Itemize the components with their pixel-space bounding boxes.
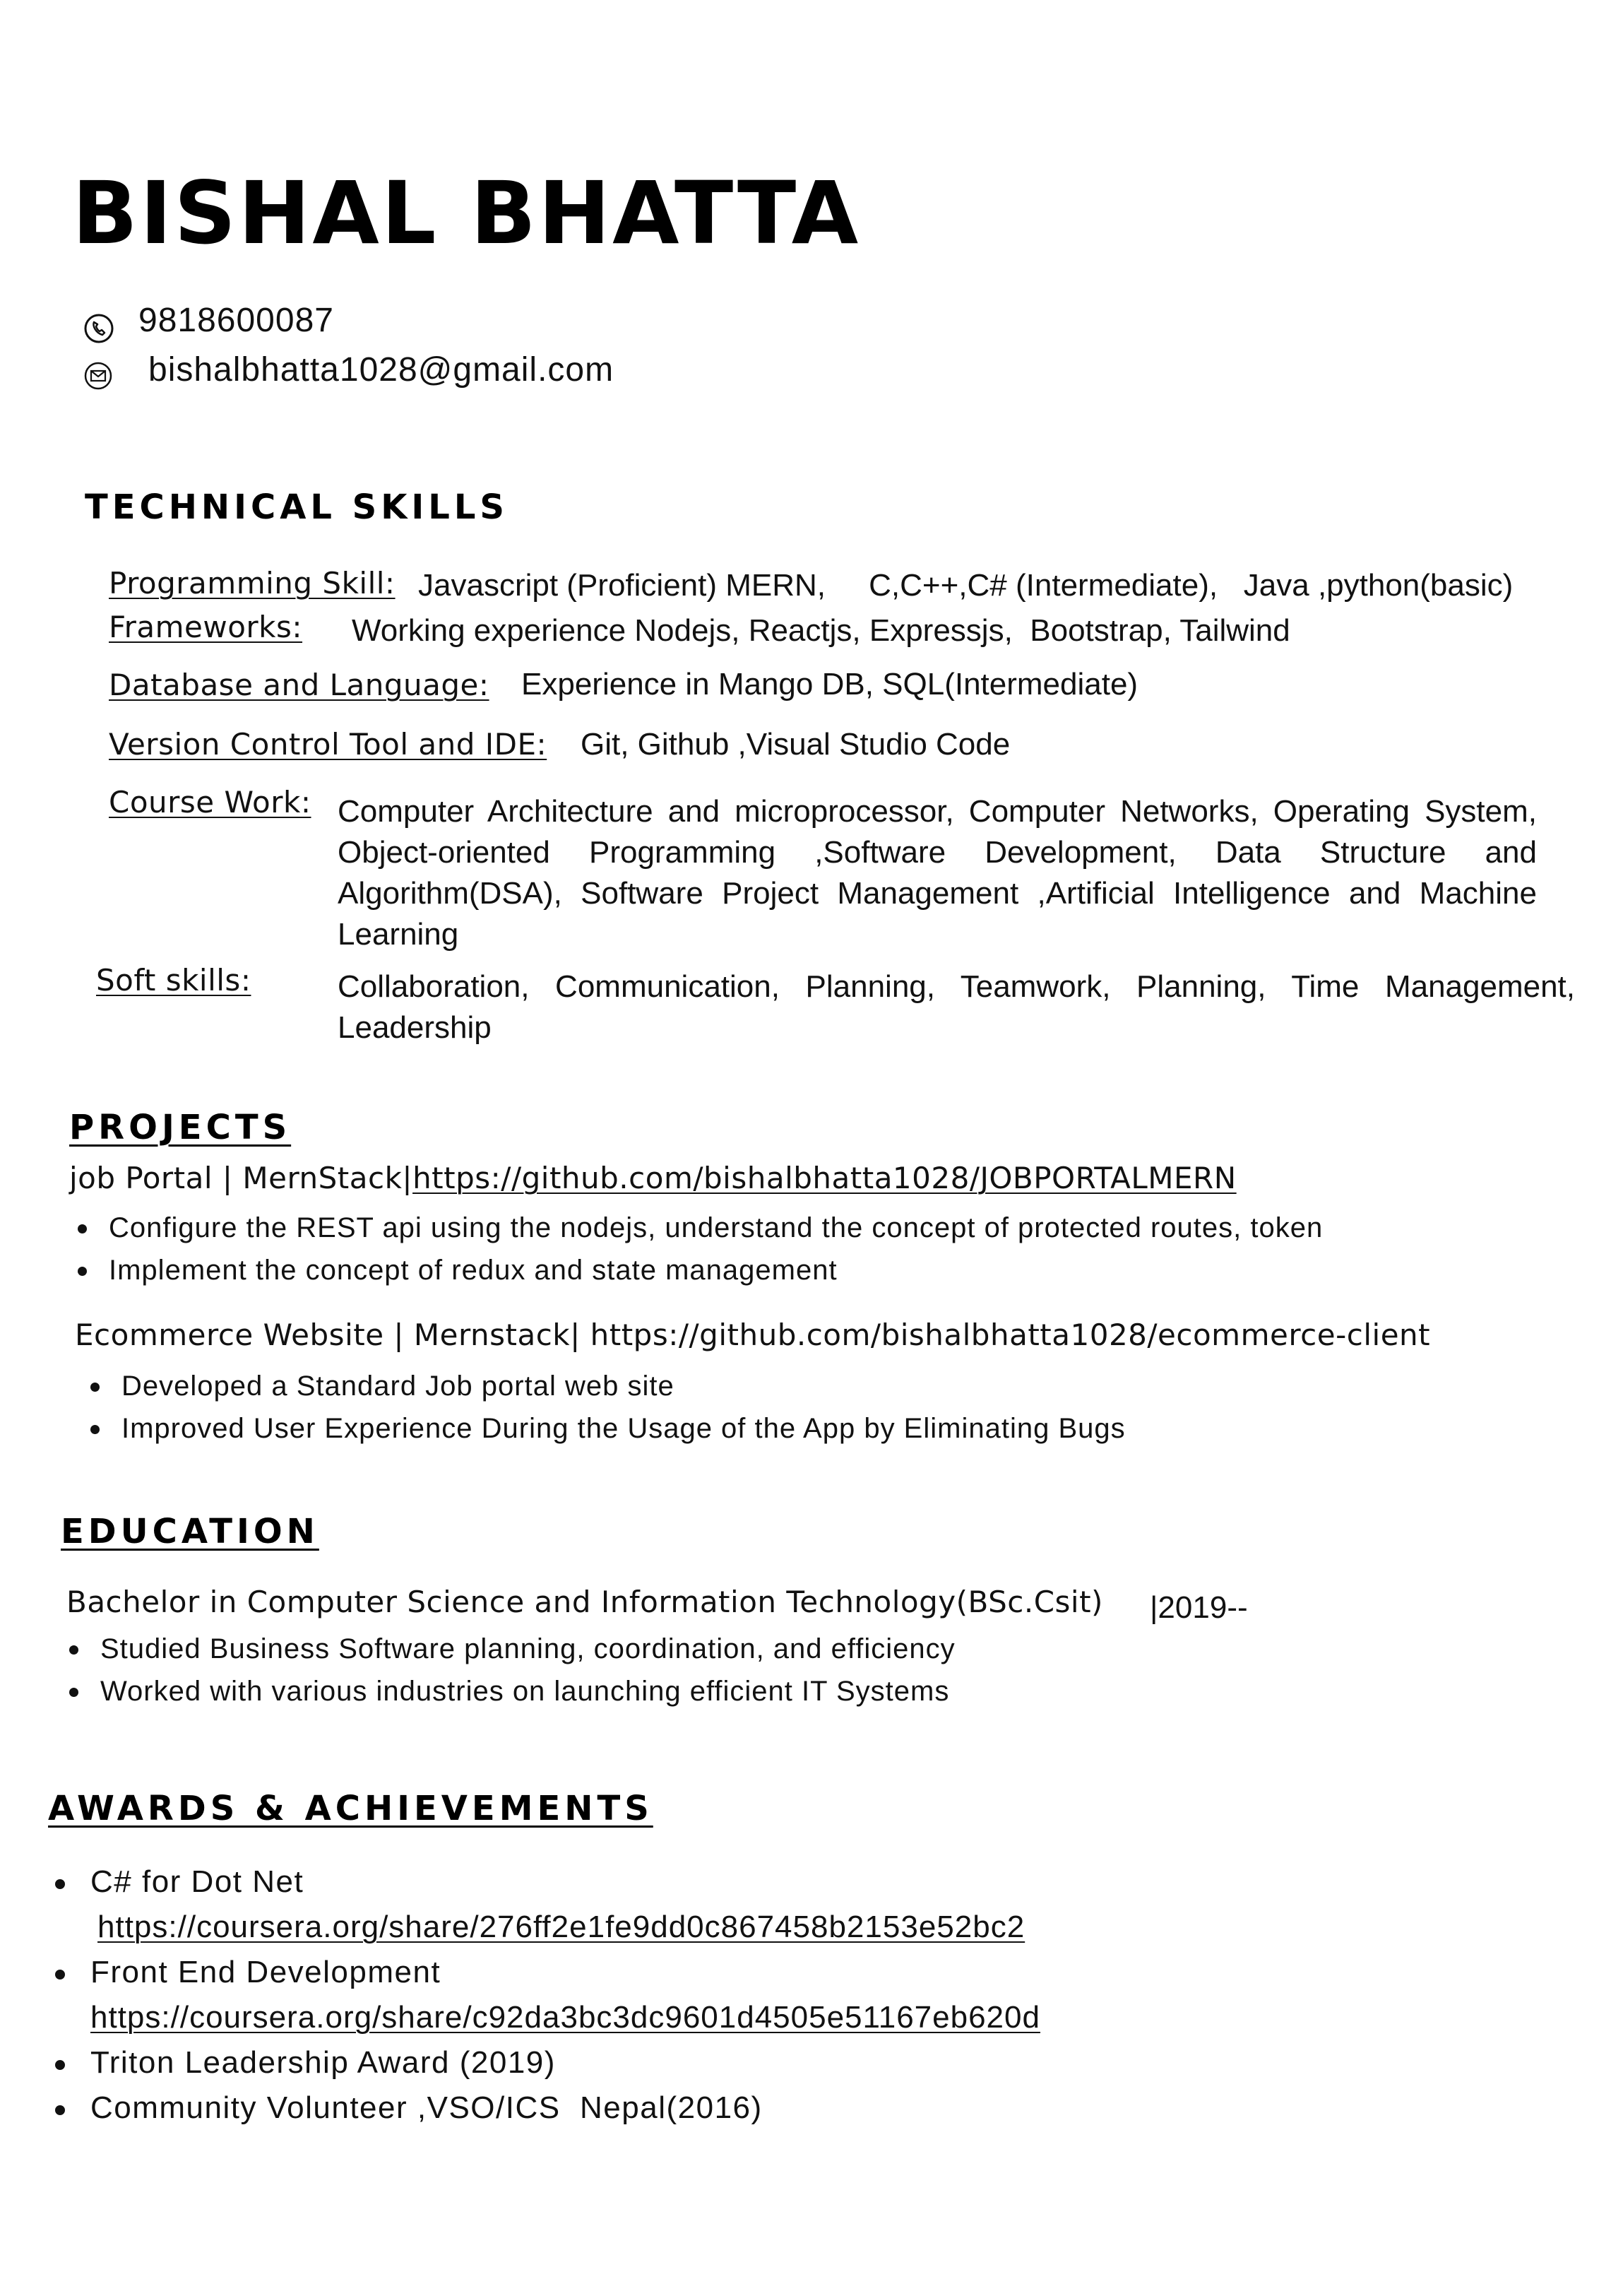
degree-title: Bachelor in Computer Science and Information Technology(BSc.Csit) [66,1585,1103,1619]
skill-value-course-work: Computer Architecture and microprocessor, Computer Networks, Operating System, Object-oriented Programming ,Software Development, Data Structure and Algorithm(DSA), Software Project Management ,Artificial Intelligence and Machine Learning [338,794,1537,952]
award-title: Triton Leadership Award (2019) [90,2045,556,2080]
list-item: Implement the concept of redux and state management [73,1249,1323,1291]
skill-label-database: Database and Language: [109,668,489,702]
phone-number[interactable]: 9818600087 [138,302,334,339]
list-item [48,1950,1040,2040]
section-title-technical-skills: TECHNICAL SKILLS [85,487,509,527]
degree-year: |2019-- [1150,1590,1248,1625]
project-link[interactable]: https://github.com/bishalbhatta1028/JOBPORTALMERN [412,1161,1237,1195]
list-item [48,2040,1040,2085]
skill-value-soft-skills: Collaboration, Communication, Planning, Teamwork, Planning, Time Management, Leadership [338,969,1575,1045]
mail-icon [83,361,113,391]
skill-value-version-control: Git, Github ,Visual Studio Code [581,727,1011,762]
award-title: Community Volunteer ,VSO/ICS Nepal(2016) [90,2090,763,2125]
section-title-education: EDUCATION [61,1512,319,1551]
list-item: Worked with various industries on launching efficient IT Systems [65,1670,956,1712]
project-heading [69,1159,1237,1198]
skill-value-programming: Javascript (Proficient) MERN, C,C++,C# (Intermediate), Java ,python(basic) [418,568,1514,603]
skill-label-programming: Programming Skill: [109,566,396,600]
project-title: Ecommerce Website | Mernstack| [75,1318,590,1352]
skill-label-frameworks: Frameworks: [109,610,303,644]
skill-label-course-work: Course Work: [109,785,311,819]
project-title: job Portal | MernStack| [69,1161,413,1195]
project-bullet-list [73,1207,1323,1291]
award-title: C# for Dot Net [90,1864,304,1899]
project-bullet-list [86,1365,1126,1450]
award-link[interactable]: https://coursera.org/share/276ff2e1fe9dd0c867458b2153e52bc2 [97,1910,1025,1944]
skill-value-database: Experience in Mango DB, SQL(Intermediate) [521,667,1139,702]
phone-icon [83,313,114,344]
list-item: Developed a Standard Job portal web site [86,1365,1126,1407]
list-item: Studied Business Software planning, coordination, and efficiency [65,1628,956,1670]
award-link[interactable]: https://coursera.org/share/c92da3bc3dc9601d4505e51167eb620d [90,2000,1040,2035]
candidate-name: BISHAL BHATTA [72,163,861,264]
project-heading [75,1315,1430,1355]
email-address[interactable]: bishalbhatta1028@gmail.com [148,351,614,389]
skill-label-soft-skills: Soft skills: [96,963,251,998]
list-item [48,2085,1040,2131]
awards-list [48,1859,1040,2131]
skill-value-frameworks: Working experience Nodejs, Reactjs, Expressjs, Bootstrap, Tailwind [352,613,1290,648]
list-item [48,1859,1040,1950]
list-item: Improved User Experience During the Usage of the App by Eliminating Bugs [86,1407,1126,1450]
skill-label-version-control: Version Control Tool and IDE: [109,727,547,762]
section-title-projects: PROJECTS [69,1108,292,1147]
list-item: Configure the REST api using the nodejs, understand the concept of protected routes, token [73,1207,1323,1249]
section-title-awards: AWARDS & ACHIEVEMENTS [48,1789,653,1828]
award-title: Front End Development [90,1955,441,1989]
education-bullet-list [65,1628,956,1712]
project-link[interactable]: https://github.com/bishalbhatta1028/ecommerce-client [590,1318,1431,1352]
